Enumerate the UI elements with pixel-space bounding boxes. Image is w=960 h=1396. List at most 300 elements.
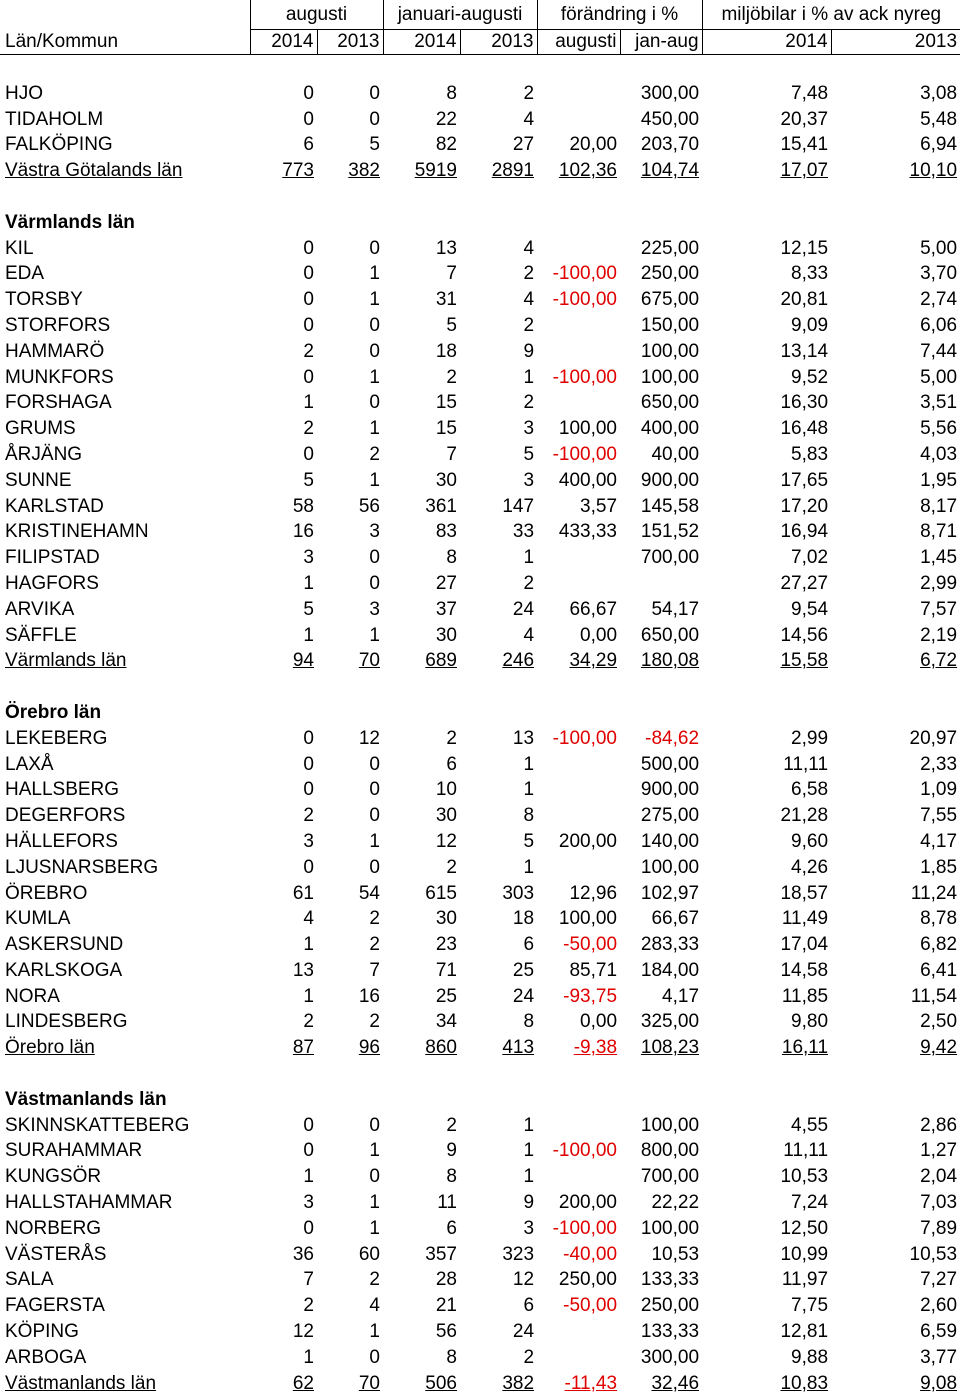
value-text: 25 xyxy=(436,986,457,1007)
value-text: 800,00 xyxy=(641,1140,699,1161)
value-cell-4 xyxy=(460,1293,537,1319)
value-cell-6 xyxy=(620,416,702,442)
value-text: 0 xyxy=(369,238,380,259)
value-cell-4 xyxy=(460,287,537,313)
value-text: 0 xyxy=(303,1218,314,1239)
header-row-top xyxy=(0,0,960,30)
value-text: 506 xyxy=(425,1373,457,1394)
value-text: 250,00 xyxy=(559,1269,617,1290)
value-text: 0 xyxy=(369,392,380,413)
municipality-name-text: ÅRJÄNG xyxy=(5,444,82,465)
table-row xyxy=(0,1113,960,1139)
value-cell-1 xyxy=(250,777,317,803)
value-text: 13 xyxy=(436,238,457,259)
value-text: 5,56 xyxy=(920,418,957,439)
value-text: 9 xyxy=(523,341,534,362)
value-text: 6 xyxy=(446,754,457,775)
value-text: 30 xyxy=(436,908,457,929)
value-cell-2 xyxy=(317,236,383,262)
value-cell-1 xyxy=(250,442,317,468)
value-cell-1 xyxy=(250,1113,317,1139)
value-text: 62 xyxy=(293,1373,314,1394)
value-text: 0 xyxy=(369,754,380,775)
municipality-name-text: KARLSTAD xyxy=(5,496,104,517)
value-cell-1 xyxy=(250,132,317,158)
municipality-name-text: Örebro län xyxy=(5,1037,95,1058)
municipality-name-text: Värmlands län xyxy=(5,650,126,671)
header-col-2: 2013 xyxy=(317,30,383,55)
value-text: 8 xyxy=(446,83,457,104)
value-cell-3 xyxy=(383,958,460,984)
value-cell-7 xyxy=(702,365,831,391)
value-cell-5 xyxy=(537,442,620,468)
value-cell-6 xyxy=(620,1293,702,1319)
value-text: 4,17 xyxy=(920,831,957,852)
value-cell-7 xyxy=(702,1190,831,1216)
value-cell-8 xyxy=(831,803,960,829)
value-text: 2 xyxy=(446,728,457,749)
value-cell-1 xyxy=(250,236,317,262)
value-text: 10,10 xyxy=(910,160,958,181)
value-text: 0 xyxy=(369,779,380,800)
value-cell-2 xyxy=(317,1345,383,1371)
value-text: 1 xyxy=(369,367,380,388)
value-cell-6 xyxy=(620,597,702,623)
table-row xyxy=(0,107,960,133)
value-text: 4,03 xyxy=(920,444,957,465)
value-text: 34 xyxy=(436,1011,457,1032)
value-cell-5 xyxy=(537,1190,620,1216)
value-text: 2 xyxy=(369,934,380,955)
value-cell-7 xyxy=(702,1371,831,1396)
table-row xyxy=(0,81,960,107)
value-text: 27 xyxy=(513,134,534,155)
value-cell-5 xyxy=(537,158,620,184)
value-text: 18 xyxy=(436,341,457,362)
value-cell-4 xyxy=(460,494,537,520)
value-cell-3 xyxy=(383,313,460,339)
value-cell-1 xyxy=(250,468,317,494)
value-text: 30 xyxy=(436,625,457,646)
value-cell-7 xyxy=(702,829,831,855)
value-cell-5 xyxy=(537,132,620,158)
value-text: 7,55 xyxy=(920,805,957,826)
value-text: 0 xyxy=(303,315,314,336)
value-text: 70 xyxy=(359,650,380,671)
value-cell-1 xyxy=(250,107,317,133)
value-cell-2 xyxy=(317,1267,383,1293)
value-cell-2 xyxy=(317,494,383,520)
value-text: 83 xyxy=(436,521,457,542)
value-text: -93,75 xyxy=(563,986,617,1007)
value-text: 325,00 xyxy=(641,1011,699,1032)
value-cell-3 xyxy=(383,81,460,107)
municipality-name-text: SUNNE xyxy=(5,470,72,491)
value-text: 7 xyxy=(369,960,380,981)
value-text: 15 xyxy=(436,418,457,439)
value-cell-7 xyxy=(702,158,831,184)
value-cell-1 xyxy=(250,1267,317,1293)
value-cell-8 xyxy=(831,726,960,752)
value-text: 1 xyxy=(369,1140,380,1161)
value-text: 1 xyxy=(303,573,314,594)
value-text: 11,97 xyxy=(782,1269,828,1290)
value-cell-5 xyxy=(537,881,620,907)
table-row xyxy=(0,236,960,262)
value-cell-3 xyxy=(383,365,460,391)
value-cell-6 xyxy=(620,365,702,391)
value-cell-3 xyxy=(383,236,460,262)
value-text: 2 xyxy=(369,444,380,465)
value-text: 71 xyxy=(436,960,457,981)
value-text: 21,28 xyxy=(780,805,828,826)
value-cell-5 xyxy=(537,623,620,649)
value-cell-7 xyxy=(702,958,831,984)
value-cell-5 xyxy=(537,545,620,571)
municipality-name-text: SURAHAMMAR xyxy=(5,1140,142,1161)
value-text: 700,00 xyxy=(641,547,699,568)
value-text: 102,97 xyxy=(641,883,699,904)
value-cell-8 xyxy=(831,1190,960,1216)
value-cell-2 xyxy=(317,287,383,313)
value-cell-4 xyxy=(460,1242,537,1268)
value-cell-2 xyxy=(317,984,383,1010)
value-text: -84,62 xyxy=(645,728,699,749)
value-cell-1 xyxy=(250,906,317,932)
value-text: -11,43 xyxy=(565,1373,617,1394)
value-cell-1 xyxy=(250,261,317,287)
value-text: 5,00 xyxy=(920,367,957,388)
value-cell-5 xyxy=(537,1009,620,1035)
value-text: 16,48 xyxy=(780,418,828,439)
value-cell-2 xyxy=(317,1164,383,1190)
municipality-name xyxy=(0,855,250,881)
value-cell-1 xyxy=(250,1009,317,1035)
municipality-name-text: NORBERG xyxy=(5,1218,101,1239)
value-text: 12,81 xyxy=(780,1321,828,1342)
value-cell-6 xyxy=(620,442,702,468)
header-col-6: jan-aug xyxy=(620,30,702,55)
value-cell-3 xyxy=(383,752,460,778)
value-text: 1 xyxy=(303,934,314,955)
value-cell-8 xyxy=(831,855,960,881)
value-cell-6 xyxy=(620,1009,702,1035)
municipality-name-text: KIL xyxy=(5,238,34,259)
value-cell-1 xyxy=(250,597,317,623)
value-cell-1 xyxy=(250,1035,317,1061)
value-cell-3 xyxy=(383,107,460,133)
value-text: 615 xyxy=(425,883,457,904)
value-text: 4 xyxy=(523,109,534,130)
value-text: 0 xyxy=(303,857,314,878)
municipality-name xyxy=(0,494,250,520)
value-cell-6 xyxy=(620,1138,702,1164)
table-row xyxy=(0,752,960,778)
municipality-name-text: FALKÖPING xyxy=(5,134,113,155)
value-text: 145,58 xyxy=(641,496,699,517)
value-cell-6 xyxy=(620,855,702,881)
value-text: 0 xyxy=(369,857,380,878)
value-cell-2 xyxy=(317,1009,383,1035)
value-text: 15,58 xyxy=(780,650,828,671)
value-cell-6 xyxy=(620,261,702,287)
header-row-sub xyxy=(0,30,960,55)
municipality-name xyxy=(0,777,250,803)
table-row xyxy=(0,1216,960,1242)
value-text: 1 xyxy=(369,1218,380,1239)
value-text: 5 xyxy=(523,831,534,852)
value-text: 11,49 xyxy=(782,908,828,929)
value-cell-1 xyxy=(250,1216,317,1242)
value-cell-6 xyxy=(620,1035,702,1061)
table-row xyxy=(0,855,960,881)
value-cell-3 xyxy=(383,829,460,855)
value-text: 7,03 xyxy=(920,1192,957,1213)
value-text: 10,53 xyxy=(651,1244,699,1265)
value-text: 9,09 xyxy=(791,315,828,336)
value-cell-8 xyxy=(831,365,960,391)
municipality-name-text: EDA xyxy=(5,263,44,284)
municipality-name-text: FILIPSTAD xyxy=(5,547,100,568)
value-text: 17,04 xyxy=(780,934,828,955)
value-cell-3 xyxy=(383,855,460,881)
value-cell-1 xyxy=(250,81,317,107)
value-text: 0 xyxy=(303,1140,314,1161)
value-cell-4 xyxy=(460,313,537,339)
value-cell-8 xyxy=(831,390,960,416)
value-text: 900,00 xyxy=(641,470,699,491)
value-cell-6 xyxy=(620,545,702,571)
value-cell-3 xyxy=(383,416,460,442)
value-text: 100,00 xyxy=(641,857,699,878)
value-cell-5 xyxy=(537,1345,620,1371)
value-text: 2 xyxy=(303,1011,314,1032)
value-text: 16,30 xyxy=(780,392,828,413)
value-cell-2 xyxy=(317,777,383,803)
value-cell-1 xyxy=(250,1319,317,1345)
municipality-name xyxy=(0,107,250,133)
table-row xyxy=(0,571,960,597)
value-text: 4 xyxy=(369,1295,380,1316)
value-cell-8 xyxy=(831,1293,960,1319)
value-text: 1 xyxy=(369,418,380,439)
value-text: 3,51 xyxy=(920,392,957,413)
value-text: 20,97 xyxy=(910,728,958,749)
value-cell-8 xyxy=(831,81,960,107)
municipality-name xyxy=(0,984,250,1010)
value-text: 108,23 xyxy=(641,1037,699,1058)
value-cell-2 xyxy=(317,1035,383,1061)
value-cell-2 xyxy=(317,1293,383,1319)
value-cell-1 xyxy=(250,623,317,649)
value-text: 12 xyxy=(436,831,457,852)
value-cell-5 xyxy=(537,958,620,984)
municipality-name-text: HÄLLEFORS xyxy=(5,831,118,852)
value-cell-6 xyxy=(620,803,702,829)
value-cell-5 xyxy=(537,1267,620,1293)
value-cell-2 xyxy=(317,726,383,752)
table-row xyxy=(0,803,960,829)
value-cell-1 xyxy=(250,1371,317,1396)
value-text: 11,54 xyxy=(911,986,957,1007)
value-text: 8,33 xyxy=(791,263,828,284)
value-cell-3 xyxy=(383,132,460,158)
header-col-5: augusti xyxy=(537,30,620,55)
value-text: 70 xyxy=(359,1373,380,1394)
value-cell-8 xyxy=(831,752,960,778)
value-text: 7,57 xyxy=(920,599,957,620)
value-cell-4 xyxy=(460,623,537,649)
value-cell-3 xyxy=(383,571,460,597)
table-row xyxy=(0,1164,960,1190)
value-text: 27,27 xyxy=(780,573,828,594)
value-text: 2 xyxy=(523,83,534,104)
value-cell-8 xyxy=(831,1138,960,1164)
value-cell-1 xyxy=(250,416,317,442)
value-cell-7 xyxy=(702,648,831,674)
value-text: 16 xyxy=(359,986,380,1007)
value-text: 0 xyxy=(369,1347,380,1368)
value-text: 2,86 xyxy=(920,1115,957,1136)
table-row xyxy=(0,1267,960,1293)
value-cell-5 xyxy=(537,1113,620,1139)
value-text: 2 xyxy=(446,367,457,388)
value-cell-8 xyxy=(831,158,960,184)
header-col-8: 2013 xyxy=(831,30,960,55)
value-text: 4 xyxy=(523,625,534,646)
value-cell-4 xyxy=(460,932,537,958)
value-cell-6 xyxy=(620,236,702,262)
value-text: 433,33 xyxy=(559,521,617,542)
value-text: 4,17 xyxy=(662,986,699,1007)
value-cell-8 xyxy=(831,984,960,1010)
value-cell-7 xyxy=(702,1216,831,1242)
value-cell-7 xyxy=(702,571,831,597)
value-cell-8 xyxy=(831,1267,960,1293)
value-text: 689 xyxy=(425,650,457,671)
value-cell-4 xyxy=(460,752,537,778)
table-row xyxy=(0,416,960,442)
value-text: 66,67 xyxy=(651,908,699,929)
value-cell-5 xyxy=(537,597,620,623)
value-cell-2 xyxy=(317,81,383,107)
value-text: 9,88 xyxy=(791,1347,828,1368)
value-cell-1 xyxy=(250,726,317,752)
value-text: 22 xyxy=(436,109,457,130)
value-text: 650,00 xyxy=(641,392,699,413)
municipality-name-text: Västmanlands län xyxy=(5,1373,156,1394)
table-row xyxy=(0,1319,960,1345)
value-text: 300,00 xyxy=(641,83,699,104)
value-cell-5 xyxy=(537,752,620,778)
value-cell-5 xyxy=(537,519,620,545)
municipality-name xyxy=(0,752,250,778)
value-cell-8 xyxy=(831,1371,960,1396)
value-cell-4 xyxy=(460,803,537,829)
value-cell-3 xyxy=(383,1216,460,1242)
value-cell-3 xyxy=(383,1371,460,1396)
municipality-name xyxy=(0,1267,250,1293)
value-cell-6 xyxy=(620,1345,702,1371)
municipality-name-text: KUNGSÖR xyxy=(5,1166,101,1187)
value-text: 200,00 xyxy=(559,1192,617,1213)
value-cell-2 xyxy=(317,958,383,984)
spacer-row xyxy=(0,674,960,700)
value-text: 2 xyxy=(523,263,534,284)
value-text: 400,00 xyxy=(641,418,699,439)
municipality-name-text: SKINNSKATTEBERG xyxy=(5,1115,189,1136)
value-cell-4 xyxy=(460,442,537,468)
value-cell-8 xyxy=(831,958,960,984)
value-text: 32,46 xyxy=(651,1373,699,1394)
value-cell-2 xyxy=(317,855,383,881)
value-text: 6,59 xyxy=(920,1321,957,1342)
municipality-name xyxy=(0,597,250,623)
value-text: 2,99 xyxy=(791,728,828,749)
value-text: 1 xyxy=(523,367,534,388)
value-text: 2,99 xyxy=(920,573,957,594)
value-text: 24 xyxy=(513,599,534,620)
value-text: 1 xyxy=(369,1192,380,1213)
value-text: 94 xyxy=(293,650,314,671)
value-text: 2,74 xyxy=(920,289,957,310)
value-cell-7 xyxy=(702,777,831,803)
table-row xyxy=(0,390,960,416)
value-text: 1 xyxy=(303,1166,314,1187)
group-heading-row xyxy=(0,700,960,726)
value-cell-4 xyxy=(460,1113,537,1139)
value-cell-3 xyxy=(383,881,460,907)
value-cell-7 xyxy=(702,494,831,520)
table-row xyxy=(0,261,960,287)
value-text: 400,00 xyxy=(559,470,617,491)
value-cell-3 xyxy=(383,1113,460,1139)
value-text: 11,85 xyxy=(782,986,828,1007)
value-text: 6,72 xyxy=(920,650,957,671)
value-text: 23 xyxy=(436,934,457,955)
municipality-name xyxy=(0,1009,250,1035)
value-text: 13 xyxy=(513,728,534,749)
municipality-name-text: STORFORS xyxy=(5,315,110,336)
municipality-name-text: HJO xyxy=(5,83,43,104)
value-text: 1 xyxy=(523,754,534,775)
value-cell-4 xyxy=(460,468,537,494)
value-text: 40,00 xyxy=(651,444,699,465)
value-cell-1 xyxy=(250,1242,317,1268)
value-text: 3 xyxy=(303,831,314,852)
value-cell-3 xyxy=(383,1190,460,1216)
value-cell-6 xyxy=(620,390,702,416)
value-text: 24 xyxy=(513,1321,534,1342)
value-text: 5,48 xyxy=(920,109,957,130)
value-cell-1 xyxy=(250,984,317,1010)
value-cell-8 xyxy=(831,932,960,958)
value-cell-6 xyxy=(620,777,702,803)
value-text: 2,04 xyxy=(920,1166,957,1187)
value-cell-2 xyxy=(317,1371,383,1396)
value-cell-8 xyxy=(831,1035,960,1061)
value-cell-8 xyxy=(831,494,960,520)
table-body xyxy=(0,55,960,1396)
value-text: 0 xyxy=(369,341,380,362)
value-text: 0 xyxy=(369,315,380,336)
municipality-name-text: HALLSBERG xyxy=(5,779,119,800)
value-cell-6 xyxy=(620,881,702,907)
value-text: 100,00 xyxy=(641,367,699,388)
municipality-name-text: ASKERSUND xyxy=(5,934,123,955)
value-cell-6 xyxy=(620,468,702,494)
value-text: 250,00 xyxy=(641,1295,699,1316)
